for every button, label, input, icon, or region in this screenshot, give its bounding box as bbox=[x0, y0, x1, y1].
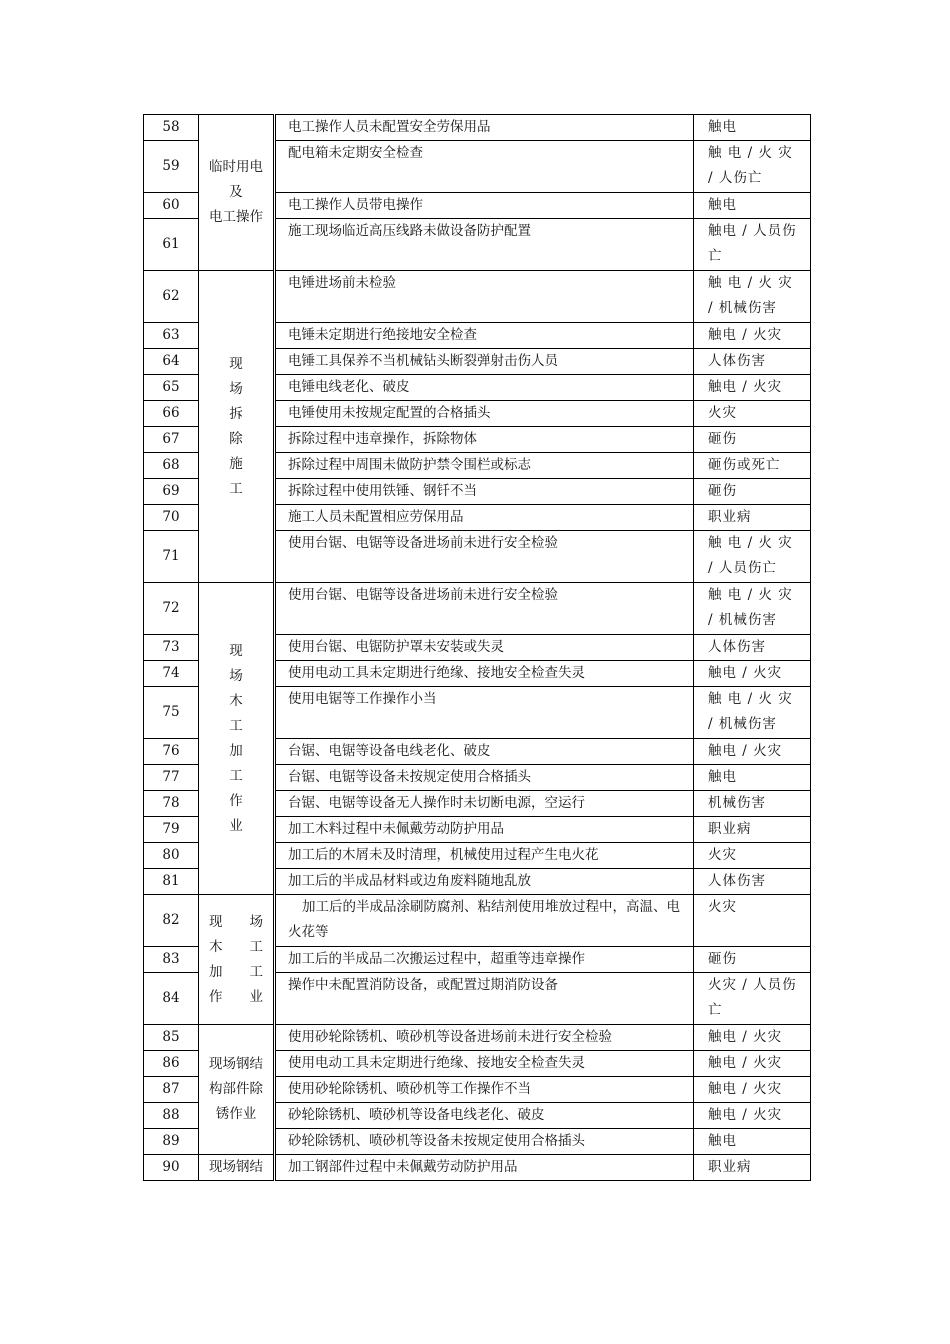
category-cell bbox=[199, 1025, 274, 1155]
hazard-description: 拆除过程中违章操作，拆除物体 bbox=[276, 427, 694, 453]
category-label-line: 加 工 bbox=[209, 963, 263, 980]
row-number: 87 bbox=[144, 1077, 199, 1103]
hazard-consequence: 触电 bbox=[694, 193, 811, 219]
hazard-description: 操作中未配置消防设备，或配置过期消防设备 bbox=[276, 973, 694, 1025]
category-cell bbox=[199, 271, 274, 583]
category-label-line: 临时用电 bbox=[209, 159, 263, 175]
hazard-description: 电锤工具保养不当机械钻头断裂弹射击伤人员 bbox=[276, 349, 694, 375]
hazard-consequence: 人体伤害 bbox=[694, 635, 811, 661]
hazard-description: 电锤电线老化、破皮 bbox=[276, 375, 694, 401]
hazard-description: 拆除过程中周围未做防护禁令围栏或标志 bbox=[276, 453, 694, 479]
category-label-line: 木 工 bbox=[209, 938, 263, 955]
hazard-consequence: 触电 bbox=[694, 765, 811, 791]
row-number: 67 bbox=[144, 427, 199, 453]
hazard-description: 电工操作人员未配置安全劳保用品 bbox=[276, 115, 694, 141]
row-number: 68 bbox=[144, 453, 199, 479]
hazard-description: 加工后的半成品二次搬运过程中，超重等违章操作 bbox=[276, 947, 694, 973]
category-label-line: 场 bbox=[229, 667, 243, 684]
hazard-consequence: 触电 bbox=[694, 115, 811, 141]
hazard-description: 使用电锯等工作操作小当 bbox=[276, 687, 694, 739]
row-number: 85 bbox=[144, 1025, 199, 1051]
row-number: 79 bbox=[144, 817, 199, 843]
row-number: 59 bbox=[144, 141, 199, 193]
row-number: 66 bbox=[144, 401, 199, 427]
row-number: 74 bbox=[144, 661, 199, 687]
row-number: 71 bbox=[144, 531, 199, 583]
category-label-line: 现场钢结 bbox=[209, 1159, 263, 1175]
category-cell bbox=[199, 115, 274, 271]
hazard-consequence: 火灾 bbox=[694, 895, 811, 947]
hazard-consequence: 触电 / 火灾 bbox=[694, 323, 811, 349]
category-label-line: 及 bbox=[229, 184, 243, 200]
hazard-description: 使用砂轮除锈机、喷砂机等工作操作不当 bbox=[276, 1077, 694, 1103]
category-cell bbox=[199, 583, 274, 895]
hazard-description: 加工后的半成品涂刷防腐剂、粘结剂使用堆放过程中，高温、电火花等 bbox=[276, 895, 694, 947]
hazard-description: 施工人员未配置相应劳保用品 bbox=[276, 505, 694, 531]
hazard-consequence: 火灾 bbox=[694, 401, 811, 427]
hazard-description: 施工现场临近高压线路未做设备防护配置 bbox=[276, 219, 694, 271]
hazard-consequence: 砸伤或死亡 bbox=[694, 453, 811, 479]
hazard-description: 使用台锯、电锯防护罩未安装或失灵 bbox=[276, 635, 694, 661]
hazard-consequence: 触 电 / 火 灾 / 人伤亡 bbox=[694, 141, 811, 193]
category-label-line: 现 bbox=[229, 642, 243, 659]
hazard-description: 砂轮除锈机、喷砂机等设备电线老化、破皮 bbox=[276, 1103, 694, 1129]
table-row bbox=[144, 895, 811, 947]
row-number: 58 bbox=[144, 115, 199, 141]
hazard-description: 使用电动工具未定期进行绝缘、接地安全检查失灵 bbox=[276, 1051, 694, 1077]
hazard-consequence: 触 电 / 火 灾 / 机械伤害 bbox=[694, 583, 811, 635]
row-number: 70 bbox=[144, 505, 199, 531]
row-number: 86 bbox=[144, 1051, 199, 1077]
hazard-consequence: 机械伤害 bbox=[694, 791, 811, 817]
row-number: 76 bbox=[144, 739, 199, 765]
hazard-consequence: 人体伤害 bbox=[694, 869, 811, 895]
row-number: 65 bbox=[144, 375, 199, 401]
table-row bbox=[144, 115, 811, 141]
table-row bbox=[144, 271, 811, 323]
hazard-consequence: 触电 / 火灾 bbox=[694, 1051, 811, 1077]
hazard-consequence: 触电 / 人员伤亡 bbox=[694, 219, 811, 271]
hazard-description: 加工钢部件过程中未佩戴劳动防护用品 bbox=[276, 1155, 694, 1181]
hazard-consequence: 职业病 bbox=[694, 1155, 811, 1181]
hazard-consequence: 职业病 bbox=[694, 505, 811, 531]
hazard-description: 砂轮除锈机、喷砂机等设备未按规定使用合格插头 bbox=[276, 1129, 694, 1155]
category-label-line: 工 bbox=[229, 767, 243, 784]
category-label-line: 工 bbox=[229, 480, 243, 497]
category-label-line: 加 bbox=[229, 742, 243, 759]
row-number: 60 bbox=[144, 193, 199, 219]
category-cell bbox=[199, 895, 274, 1025]
row-number: 78 bbox=[144, 791, 199, 817]
row-number: 61 bbox=[144, 219, 199, 271]
category-label-line: 现 场 bbox=[209, 913, 263, 930]
category-label-line: 除 bbox=[229, 430, 243, 447]
row-number: 81 bbox=[144, 869, 199, 895]
hazard-consequence: 触电 / 火灾 bbox=[694, 1103, 811, 1129]
row-number: 90 bbox=[144, 1155, 199, 1181]
row-number: 89 bbox=[144, 1129, 199, 1155]
category-label-line: 场 bbox=[229, 380, 243, 397]
hazard-description: 使用台锯、电锯等设备进场前未进行安全检验 bbox=[276, 583, 694, 635]
table-row bbox=[144, 1025, 811, 1051]
hazard-consequence: 触电 / 火灾 bbox=[694, 1025, 811, 1051]
category-label-line: 工 bbox=[229, 717, 243, 734]
category-label-line: 业 bbox=[229, 817, 243, 834]
category-cell bbox=[199, 1155, 274, 1181]
row-number: 77 bbox=[144, 765, 199, 791]
category-label-line: 现 bbox=[229, 355, 243, 372]
category-label-line: 现场钢结 bbox=[209, 1056, 263, 1072]
row-number: 63 bbox=[144, 323, 199, 349]
hazard-description: 使用砂轮除锈机、喷砂机等设备进场前未进行安全检验 bbox=[276, 1025, 694, 1051]
row-number: 82 bbox=[144, 895, 199, 947]
category-label-line: 锈作业 bbox=[215, 1106, 257, 1122]
hazard-consequence: 触 电 / 火 灾 / 人员伤亡 bbox=[694, 531, 811, 583]
row-number: 88 bbox=[144, 1103, 199, 1129]
category-label-line: 拆 bbox=[229, 405, 243, 422]
hazard-description: 使用台锯、电锯等设备进场前未进行安全检验 bbox=[276, 531, 694, 583]
hazard-consequence: 火灾 bbox=[694, 843, 811, 869]
hazard-consequence: 触电 / 火灾 bbox=[694, 661, 811, 687]
hazard-consequence: 火灾 / 人员伤亡 bbox=[694, 973, 811, 1025]
hazard-consequence: 砸伤 bbox=[694, 479, 811, 505]
hazard-description: 台锯、电锯等设备电线老化、破皮 bbox=[276, 739, 694, 765]
hazard-description: 加工后的木屑未及时清理，机械使用过程产生电火花 bbox=[276, 843, 694, 869]
hazard-description: 加工后的半成品材料或边角废料随地乱放 bbox=[276, 869, 694, 895]
table-row bbox=[144, 1155, 811, 1181]
hazard-description: 电锤使用未按规定配置的合格插头 bbox=[276, 401, 694, 427]
hazard-description: 电锤未定期进行绝接地安全检查 bbox=[276, 323, 694, 349]
row-number: 75 bbox=[144, 687, 199, 739]
row-number: 72 bbox=[144, 583, 199, 635]
row-number: 84 bbox=[144, 973, 199, 1025]
hazard-description: 电工操作人员带电操作 bbox=[276, 193, 694, 219]
category-label-line: 作 业 bbox=[209, 988, 263, 1005]
hazard-description: 加工木料过程中未佩戴劳动防护用品 bbox=[276, 817, 694, 843]
hazard-consequence: 触 电 / 火 灾 / 机械伤害 bbox=[694, 271, 811, 323]
hazard-table bbox=[143, 114, 811, 1181]
hazard-consequence: 砸伤 bbox=[694, 947, 811, 973]
hazard-consequence: 触 电 / 火 灾 / 机械伤害 bbox=[694, 687, 811, 739]
hazard-consequence: 触电 / 火灾 bbox=[694, 739, 811, 765]
hazard-consequence: 职业病 bbox=[694, 817, 811, 843]
hazard-description: 使用电动工具未定期进行绝缘、接地安全检查失灵 bbox=[276, 661, 694, 687]
hazard-consequence: 触电 / 火灾 bbox=[694, 1077, 811, 1103]
table-row bbox=[144, 583, 811, 635]
category-label-line: 电工操作 bbox=[209, 209, 263, 225]
hazard-consequence: 触电 bbox=[694, 1129, 811, 1155]
category-label-line: 施 bbox=[229, 455, 243, 472]
hazard-consequence: 人体伤害 bbox=[694, 349, 811, 375]
hazard-description: 台锯、电锯等设备无人操作时未切断电源，空运行 bbox=[276, 791, 694, 817]
category-label-line: 木 bbox=[229, 692, 243, 709]
row-number: 69 bbox=[144, 479, 199, 505]
hazard-description: 台锯、电锯等设备未按规定使用合格插头 bbox=[276, 765, 694, 791]
row-number: 62 bbox=[144, 271, 199, 323]
hazard-consequence: 砸伤 bbox=[694, 427, 811, 453]
category-label-line: 构部件除 bbox=[209, 1081, 263, 1097]
hazard-description: 拆除过程中使用铁锤、钢钎不当 bbox=[276, 479, 694, 505]
hazard-description: 配电箱未定期安全检查 bbox=[276, 141, 694, 193]
row-number: 73 bbox=[144, 635, 199, 661]
hazard-consequence: 触电 / 火灾 bbox=[694, 375, 811, 401]
row-number: 83 bbox=[144, 947, 199, 973]
category-label-line: 作 bbox=[229, 792, 243, 809]
row-number: 64 bbox=[144, 349, 199, 375]
hazard-description: 电锤进场前未检验 bbox=[276, 271, 694, 323]
row-number: 80 bbox=[144, 843, 199, 869]
